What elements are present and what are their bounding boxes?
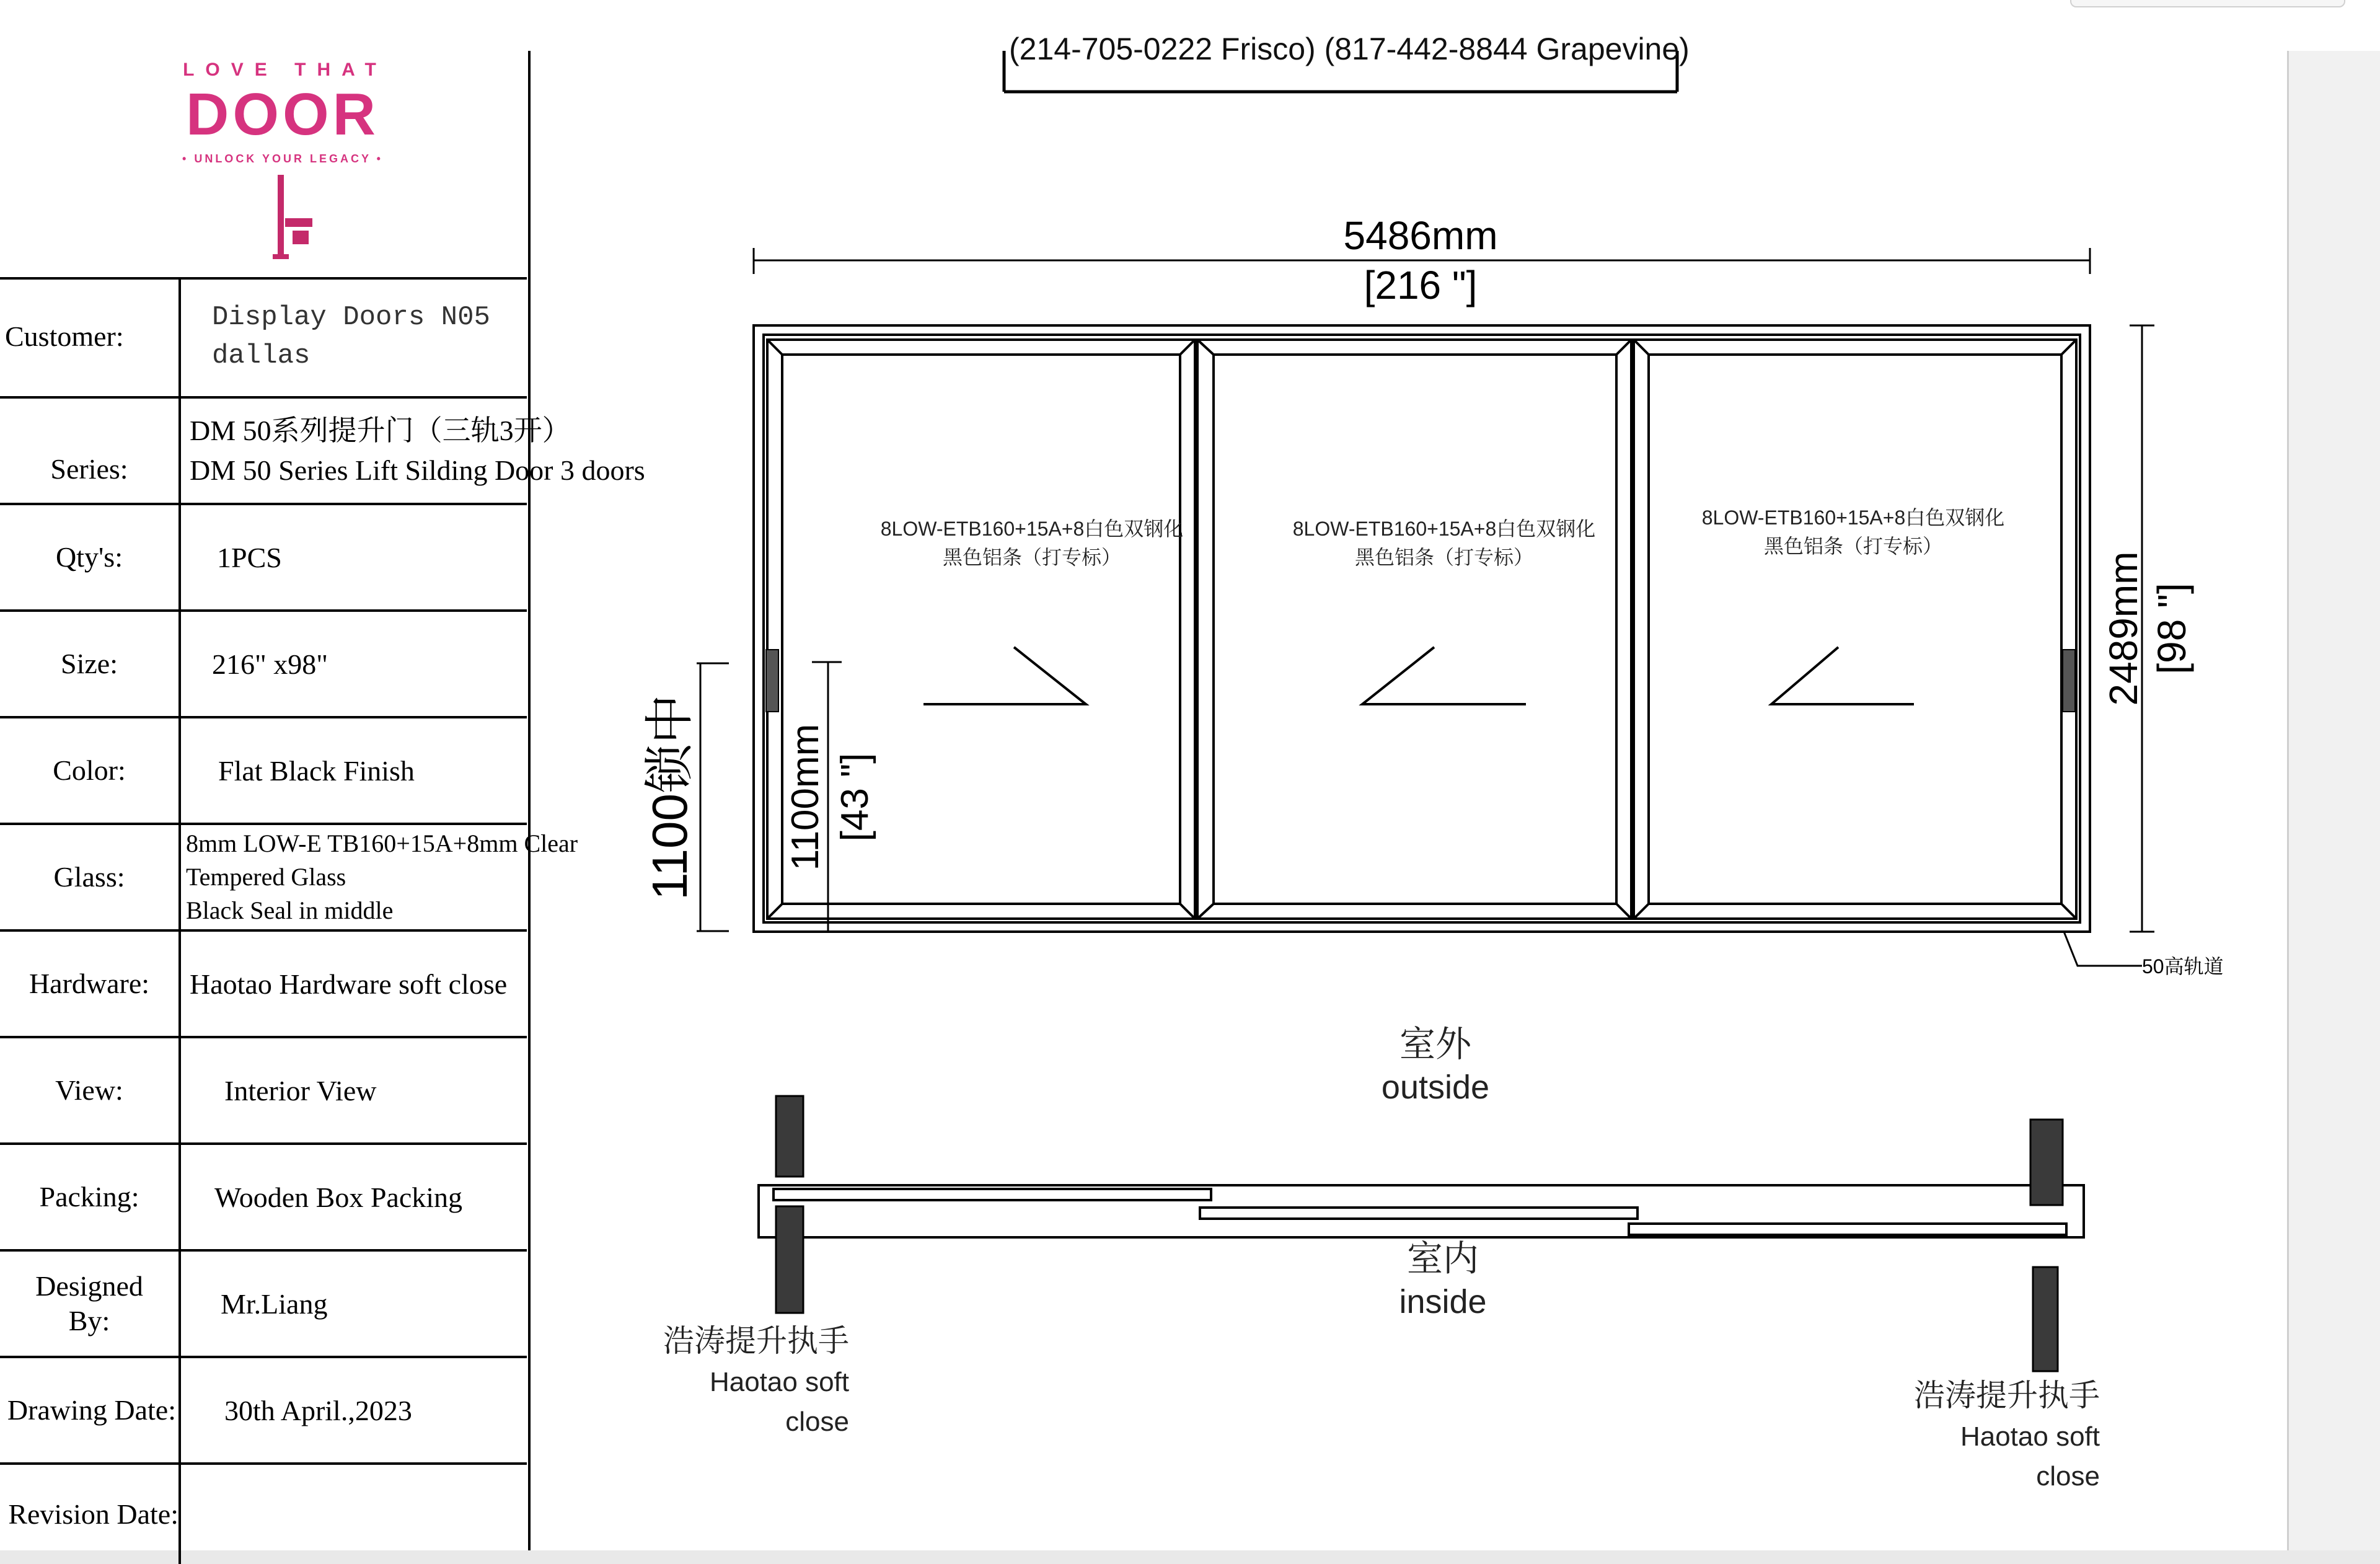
slide-arrow-1 [923, 647, 1086, 704]
qty-value: 1PCS [217, 541, 282, 573]
color-label: Color: [0, 718, 181, 823]
designed-by-label-1: Designed [35, 1270, 143, 1302]
lock-dimension [642, 662, 876, 931]
panel-1-glass-line-1: 8LOW-ETB160+15A+8白色双钢化 [880, 518, 1184, 540]
hardware-label: Hardware: [0, 932, 181, 1036]
plan-handle-bottom-right [2033, 1267, 2058, 1371]
plan-handle-bottom-left [776, 1206, 803, 1313]
plan-view [759, 1185, 2084, 1237]
glass-line-1: 8mm LOW-E TB160+15A+8mm Clear [186, 829, 578, 857]
customer-label: Customer: [0, 277, 181, 396]
handle-left-en-1: Haotao soft [709, 1367, 849, 1397]
size-value: 216" x98" [212, 648, 328, 680]
designed-by-label-2: By: [68, 1305, 110, 1336]
series-cn: DM 50系列提升门（三轨3开） [190, 415, 571, 446]
series-en: DM 50 Series Lift Silding Door 3 doors [190, 454, 645, 486]
panel-2-glass-line-2: 黑色铝条（打专标） [1354, 546, 1534, 568]
outside-en-label: outside [1381, 1069, 1490, 1106]
glass-label: Glass: [0, 825, 181, 929]
packing-value: Wooden Box Packing [214, 1181, 463, 1213]
panel-2-glass-line-1: 8LOW-ETB160+15A+8白色双钢化 [1292, 518, 1596, 540]
drawing-sheet [0, 32, 2287, 1550]
outside-cn-label: 室外 [1399, 1024, 1472, 1064]
door-frame [754, 325, 2090, 932]
view-value: Interior View [224, 1074, 377, 1107]
handle-left-cn: 浩涛提升执手 [663, 1323, 849, 1358]
handle-notes [663, 1323, 2100, 1491]
slide-arrows [923, 647, 1914, 704]
panel-1-glass-line-2: 黑色铝条（打专标） [942, 546, 1122, 568]
customer-name: Display Doors N05 [212, 302, 490, 333]
color-value: Flat Black Finish [218, 754, 415, 787]
designed-by-value: Mr.Liang [221, 1288, 328, 1320]
customer-city: dallas [212, 340, 311, 371]
revision-date-label: Revision Date: [0, 1465, 181, 1564]
panel-glass-notes [881, 506, 2005, 568]
header-phone-text: (214-705-0222 Frisco) (817-442-8844 Grapevine) [1009, 32, 1690, 66]
lock-height-in: [43 "] [834, 753, 876, 842]
lock-height-mm: 1100mm [784, 723, 827, 871]
track-callout [2064, 932, 2224, 978]
viewer-scroll-area[interactable] [2287, 51, 2380, 1550]
height-in-label: [98 "] [2149, 583, 2194, 674]
panel-3-glass-line-1: 8LOW-ETB160+15A+8白色双钢化 [1701, 506, 2005, 529]
handle-right-cn: 浩涛提升执手 [1914, 1378, 2100, 1413]
frame-handle-left [766, 650, 778, 712]
height-mm-label: 2489mm [2101, 551, 2146, 706]
slide-arrow-2 [1362, 647, 1526, 704]
slide-arrow-3 [1771, 647, 1914, 704]
logo-top-text: LOVE THAT [183, 60, 387, 80]
inside-en-label: inside [1399, 1283, 1487, 1320]
logo-main-text: DOOR [186, 81, 379, 148]
logo-tagline: • UNLOCK YOUR LEGACY • [182, 152, 383, 165]
frame-handle-right [2063, 650, 2075, 712]
handle-left-en-2: close [785, 1407, 849, 1437]
handle-right-en-1: Haotao soft [1960, 1421, 2100, 1452]
qty-label: Qty's: [0, 505, 181, 609]
plan-handle-top-right [2030, 1120, 2063, 1205]
drawing-date-label: Drawing Date: [0, 1358, 181, 1462]
view-label: View: [0, 1038, 181, 1142]
viewer-tab[interactable] [2070, 0, 2345, 7]
header-box [1004, 32, 1690, 92]
panel-3-glass-line-2: 黑色铝条（打专标） [1763, 535, 1943, 557]
plan-handle-top-left [776, 1096, 803, 1177]
width-mm-label: 5486mm [1343, 213, 1498, 258]
door-panels [767, 340, 2076, 919]
door-drawing [0, 32, 2287, 1550]
height-dimension [2101, 325, 2194, 932]
hardware-value: Haotao Hardware soft close [190, 968, 508, 1000]
inside-cn-label: 室内 [1406, 1239, 1479, 1279]
width-dimension [754, 213, 2090, 307]
glass-line-2: Tempered Glass [186, 863, 346, 891]
plan-labels [1382, 1024, 1489, 1320]
width-in-label: [216 "] [1364, 263, 1478, 307]
track-label: 50高轨道 [2142, 955, 2224, 978]
lock-center-label: 1100锁中 [642, 694, 697, 901]
size-label: Size: [0, 612, 181, 716]
series-label: Series: [0, 399, 181, 503]
packing-label: Packing: [0, 1145, 181, 1249]
handle-right-en-2: close [2036, 1461, 2100, 1491]
drawing-date-value: 30th April.,2023 [224, 1394, 412, 1426]
glass-line-3: Black Seal in middle [186, 896, 394, 924]
